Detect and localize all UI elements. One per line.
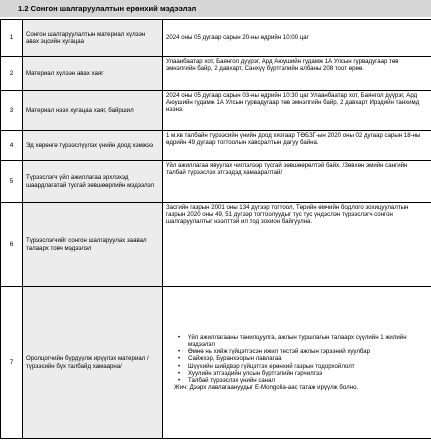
table-row: [1, 91, 431, 131]
table-row: [1, 161, 431, 203]
row-value: 1 м.кв талбайн түрээсийн үнийн доод хязгаар ТӨБЗГ-ын 2020 оны 02 дугаар сарын 18-ны өдрийн 49 дугаар тогтоолын хавсралтын дагуу байна.: [163, 131, 431, 161]
table-row: [1, 131, 431, 161]
row-label: Түрээслэгчийг сонгон шалгаруулах заавал талаарх товч мэдээлэл: [23, 203, 163, 287]
row-value: Үйл ажиллагаа явуулах чиглэлээр тусгай зөвшөөрөлтэй байх. /Зөвхөн эмийн сангийн талбай түрээслэх этгээдэд хамааралтай/: [163, 161, 431, 203]
row-number: 3: [1, 91, 23, 131]
row-label: Сонгон шалгаруулалтын материал хүлээн авах эцсийн хугацаа: [23, 20, 163, 57]
row-value: Засгийн газрын 2001 оны 134 дүгээр тогтоол, Төрийн өмчийн бодлого зохицуулалтын газрын 2020 оны 49, 51 дүгээр тогтоолуудыг тус тус үндэслэн түрээслэгч сонгон шалгаруулалтыг нээлттэй ил тод зохион байгуулна.: [163, 203, 431, 287]
row-number: 6: [1, 203, 23, 287]
row-number: 1: [1, 20, 23, 57]
list-item: • Өмнө нь хийж гүйцэтгэсэн ижил тестэй ажлын гэрээний хуулбар: [188, 348, 428, 355]
row-number: 7: [1, 287, 23, 439]
list-item: • Шүүхийн шийдвэр гүйцэтгэх ерөнхий газрын тодорхойлолт: [188, 363, 428, 370]
row-value: [163, 287, 431, 439]
row-value: 2024 оны 05 дугаар сарын 20-ны өдрийн 10:00 цаг: [163, 20, 431, 57]
table-row: [1, 203, 431, 287]
row-number: 5: [1, 161, 23, 203]
list-item: • Талбай түрээслэх үнийн санал: [188, 377, 428, 384]
note-text: Жич: Дээрх лавлагаануудыг E-Mongolia-аас татаж ирүүлж болно.: [174, 384, 359, 392]
row-label: Эд хөрөнгө түрээслүүлэх үнийн доод хэмжээ: [23, 131, 163, 161]
list-item: • Хуулийн этгээдийн улсын бүртгэлийн гэрчилгээ: [188, 370, 428, 377]
row-label: Түрээслэгч үйл ажиллагаа эрхлэхэд шаардлагатай тусгай зөвшөөрлийн мэдээлэл: [23, 161, 163, 203]
row-number: 4: [1, 131, 23, 161]
row-label: Оролцогчийн бүрдүүлж ирүүлэх материал /түрээсийн бүх талбайд хамаарна/: [23, 287, 163, 439]
table-row: [1, 57, 431, 91]
row-label: Материал хүлээн авах хаяг: [23, 57, 163, 91]
row-value: 2024 оны 05 дугаар сарын 03-ны өдрийн 10:30 цаг Улаанбаатар хот, Баянгол дүүрэг, Ард Аюушийн гудамж 1А Улсын гурвадугаар төв эмнэлгийн байр, 2 давхарт Ирэдийн танхимд нээнэ.: [163, 91, 431, 131]
row-number: 2: [1, 57, 23, 91]
row-label: Материал нээх хугацаа хаяг, байршил: [23, 91, 163, 131]
row-value: Улаанбаатар хот, Баянгол дүүрэг, Ард Аюушийн гудамж 1А Улсын гурвадугаар төв эмнэлгийн байр, 2 давхарт, Санхүү бүртгэлийн албаны 208 тоот өрөө.: [163, 57, 431, 91]
section-heading: 1.2 Сонгон шалгаруулалтын ерөнхий мэдээлэл: [0, 0, 431, 17]
list-item: • Сайжхэр, Буранхэорын лавлагаа: [188, 355, 428, 362]
info-table: [0, 19, 431, 439]
list-item: • Үйл ажиллагааны танилцуулга, ажлын туршлагын талаарх сүүлийн 1 жилийн мэдээлэл: [188, 334, 428, 348]
table-row: [1, 20, 431, 57]
materials-list: [166, 334, 428, 384]
table-row: [1, 287, 431, 439]
